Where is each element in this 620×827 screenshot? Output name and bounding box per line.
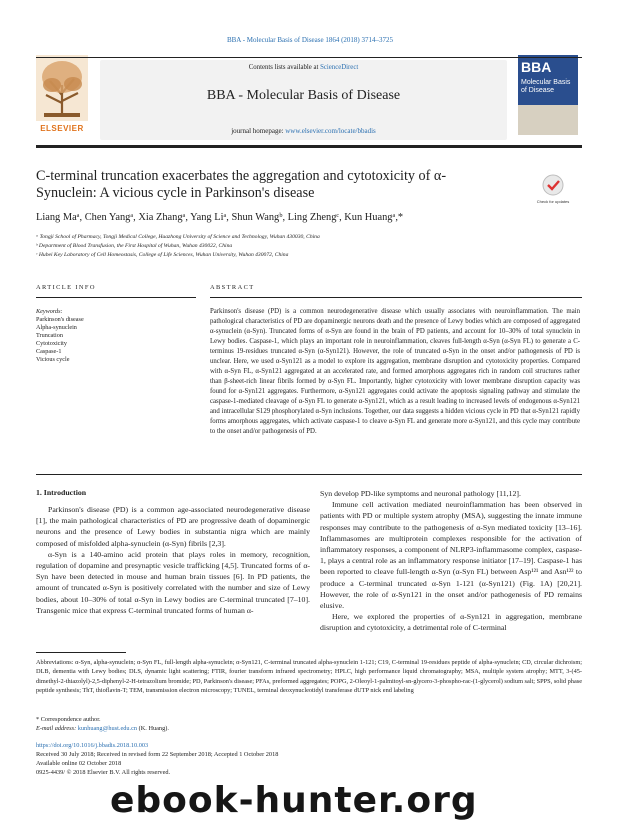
correspondence-note: * Correspondence author. (36, 716, 101, 723)
abbreviations-footnote: Abbreviations: α-Syn, alpha-synuclein; α-Syn FL, full-length alpha-synuclein; α-Syn121, C-terminal truncated alpha-synuclein 1-121; C19, C-terminal 19-residues peptide of alpha-synuclein; CD, circular dichroism; DLB, dementia with Lewy bodies; DLS, dynamic light scattering; FTIR, fourier transform infrared spectrometry; HPLC, high performance liquid chromatography; MSA, multiple system atrophy; MTT, 3-(45-dimethyl-2-thiazolyl)-2,5-diphenyl-2-H-tetrazolium bromide; PD, Parkinson's disease; PFAs, preformed aggregates; POPG, 2-Oleoyl-1-palmitoyl-sn-glycero-3-phospho-rac-(1-glycerol) sodium salt; SPPS, solid phase peptide synthesis; ThT, thioflavin-T; TEM, transmission electron microscopy; TUNEL, terminal deoxynucleotidyl transferase dUTP nick end labeling (36, 659, 582, 695)
keyword-item: Caspase-1 (36, 348, 62, 355)
abstract-bottom-rule (36, 474, 582, 475)
homepage-link[interactable]: www.elsevier.com/locate/bbadis (285, 127, 376, 135)
elsevier-tree-logo (36, 55, 88, 125)
available-online: Available online 02 October 2018 (36, 760, 122, 767)
watermark: ebook-hunter.org (110, 780, 478, 821)
intro-column-right (320, 488, 582, 634)
keyword-item: Vicious cycle (36, 356, 70, 363)
keyword-item: Alpha-synuclein (36, 324, 77, 331)
abstract-text: Parkinson's disease (PD) is a common neurodegenerative disease which usually associates with neuroinflammation. The main pathological characteristics of PD are dopaminergic neurons death and the presence of Lewy bodies which are composed of aggregated α-synuclein (α-Syn). Truncated forms of α-Syn are found in the brain of PD patients, and account for 10–30% of total synuclein in Lewy bodies. Caspase-1, which plays an important role in neuroinflammation, cleaves full-length α-Syn (α-Syn FL) to generate a C-terminus 19-residues truncated α-Syn (α-Syn121). However, the role of truncated α-Syn in the onset and/or pathogenesis of PD is unclear. Here, we used α-Syn121 as a model to explore its aggregation, membrane disruption and cytotoxicity properties. Compared with α-Syn FL, α-Syn121 aggregated at an accelerated rate, and formed amorphous aggregates rich in random coil structures rather than β-sheet-rich linear fibrils formed by α-Syn FL. Importantly, higher cytotoxicity with lower membrane disruption capacity was found for α-Syn121 aggregates. Furthermore, α-Syn121 aggregates could activate the apoptosis signaling pathway and stimulate the caspase-1-mediated cleavage of α-Syn FL to generate α-Syn121, which as a result leading to increased levels of endogenous α-Syn121 and intracellular S129 phosphorylated α-Syn inclusions. Together, our data suggests a hidden vicious cycle in PD that α-Syn121 rapidly forms amorphous aggregates, which activate caspase-1 to cleave α-Syn FL and generate more α-Syn121, and this cycle may contribute to the onset and/or pathogenesis of PD. (210, 308, 581, 435)
affiliation-a: ᵃ Tongji School of Pharmacy, Tongji Medical College, Huazhong University of Science and Technology, Wuhan 430030, China (36, 234, 320, 240)
check-for-updates-icon[interactable] (538, 173, 568, 211)
homepage-prefix: journal homepage: (231, 127, 286, 135)
intro-paragraph: Here, we explored the properties of α-Syn121 in aggregation, membrane disruption and cytotoxicity, a detrimental role of C-terminal (320, 612, 582, 633)
abstract-rule (210, 297, 582, 298)
affiliation-c: ᶜ Hubei Key Laboratory of Cell Homeostasis, College of Life Sciences, Wuhan University, Wuhan 430072, China (36, 252, 289, 258)
intro-continuation: Syn develop PD-like symptoms and neuronal pathology [11,12]. (320, 489, 521, 498)
header-thick-rule (36, 145, 582, 148)
intro-column-left (36, 504, 310, 616)
keyword-item: Truncation (36, 332, 63, 339)
contents-line (100, 64, 507, 71)
received-dates: Received 30 July 2018; Received in revised form 22 September 2018; Accepted 1 October 2018 (36, 751, 279, 758)
email-link[interactable]: kunhuang@hust.edu.cn (77, 725, 138, 732)
journal-homepage (100, 127, 507, 135)
keyword-item: Parkinson's disease (36, 316, 84, 323)
author-list[interactable]: Liang Maᵃ, Chen Yangᵃ, Xia Zhangᵃ, Yang Liᵃ, Shun Wangᵇ, Ling Zhengᶜ, Kun Huangᵃ,* (36, 212, 404, 223)
intro-paragraph: Parkinson's disease (PD) is a common age-associated neurodegenerative disease [1], the main pathological characteristics of PD are progressive death of dopaminergic neurons and the presence of Lewy bodies in substantia nigra which are mainly composed of misfolded alpha-synuclein (α-Syn) fibrils [2,3]. (36, 505, 310, 548)
article-info-rule (36, 297, 196, 298)
cover-abbr: BBA (521, 59, 552, 75)
article-title: C-terminal truncation exacerbates the aggregation and cytotoxicity of α-Synuclein: A vicious cycle in Parkinson's disease (36, 168, 447, 201)
email-line (36, 725, 169, 732)
elsevier-wordmark: ELSEVIER (40, 124, 84, 133)
intro-paragraph: Immune cell activation mediated neuroinflammation has been observed in patients with PD or multiple system atrophy (MSA), suggesting the innate immune responses may contribute to the pathogenesis of α-Syn mediated toxicity [13–16]. Inflammasomes are multiprotein complexes responsible for the activation of inflammatory responses, a component of NLRP3-inflammasome complex, caspase-1, plays a central role as an inflammatory response initiator [17–19]. Caspase-1 has been reported to cleave full-length α-Syn (α-Syn FL) between Asp¹²¹ and Asn¹²² to produce a C-terminal truncated α-Syn 1-121 (α-Syn121) (Fig. 1A) [20,21]. However, the role of α-Syn121 in the onset and/or pathogenesis of PD remains elusive. (320, 500, 582, 611)
sciencedirect-link[interactable]: ScienceDirect (320, 64, 359, 71)
email-label: E-mail address: (36, 725, 78, 732)
keywords-label: Keywords: (36, 308, 63, 315)
doi-link[interactable]: https://doi.org/10.1016/j.bbadis.2018.10.003 (36, 742, 149, 749)
contents-prefix: Contents lists available at (248, 64, 321, 71)
affiliation-b: ᵇ Department of Blood Transfusion, the First Hospital of Wuhan, Wuhan 430022, China (36, 243, 233, 249)
intro-paragraph: α-Syn is a 140-amino acid protein that plays roles in memory, recognition, regulation of dopamine and presynaptic vesicle trafficking [4,5]. Truncated forms of α-Syn have been detected in mouse and human brain tissues [6]. In PD patients, the amount of truncated α-Syn is positively correlated with the number and size of Lewy bodies, about 10–30% of total α-Syn in Lewy bodies are C-terminal truncated [7–10]. Transgenic mice that express C-terminal truncated forms of human α- (36, 549, 310, 615)
copyright: 0925-4439/ © 2018 Elsevier B.V. All rights reserved. (36, 769, 171, 776)
cover-subtitle: Molecular Basis of Disease (521, 79, 571, 94)
journal-title: BBA - Molecular Basis of Disease (206, 88, 401, 103)
running-header[interactable]: BBA - Molecular Basis of Disease 1864 (2018) 3714–3725 (226, 36, 394, 44)
email-suffix: (K. Huang). (137, 725, 169, 732)
journal-cover-image (518, 55, 578, 135)
top-rule (36, 57, 582, 58)
article-info-heading: ARTICLE INFO (36, 284, 96, 291)
footnote-rule (36, 652, 126, 653)
cover-art (518, 105, 578, 135)
introduction-heading: 1. Introduction (36, 488, 87, 497)
keyword-item: Cytotoxicity (36, 340, 67, 347)
check-for-updates-label[interactable]: Check for updates (536, 199, 570, 204)
abstract-heading: ABSTRACT (210, 284, 255, 291)
